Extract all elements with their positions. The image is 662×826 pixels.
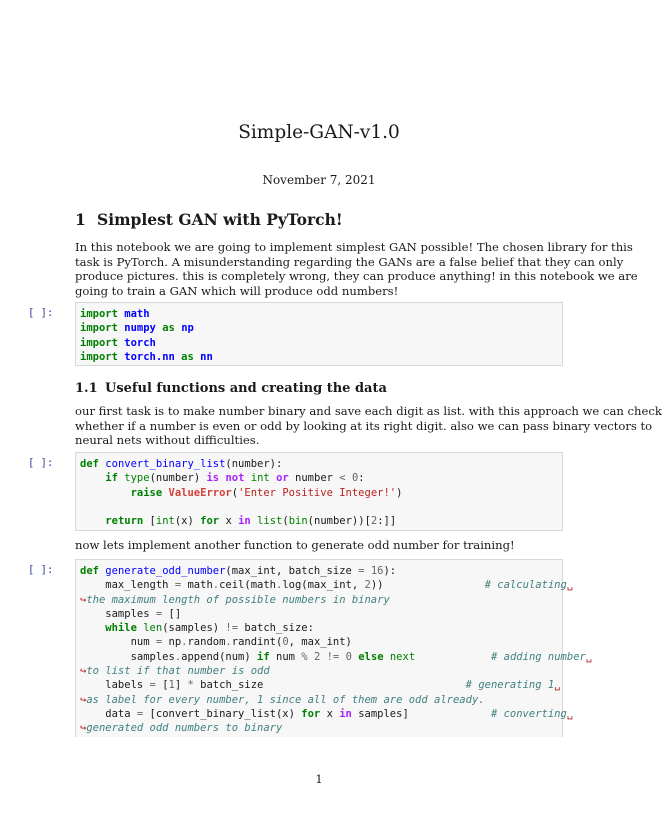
code-line: samples.append(num) if num % 2 != 0 else next # adding number␣ xyxy=(80,650,593,663)
code-line: ↪as label for every number, 1 since all of them are odd already. xyxy=(80,693,485,706)
code-cell-convert-binary[interactable] xyxy=(75,452,563,531)
code-line: num = np.random.randint(0, max_int) xyxy=(80,636,352,649)
code-line: max_length = math.ceil(math.log(max_int, 2)) # calculating␣ xyxy=(80,579,574,592)
paragraph-line: going to train a GAN which will produce odd numbers! xyxy=(75,283,399,298)
section-title: Simplest GAN with PyTorch! xyxy=(97,210,343,229)
code-line: import numpy as np xyxy=(80,322,194,335)
code-line: import math xyxy=(80,308,150,320)
code-block xyxy=(80,307,562,364)
code-block xyxy=(80,564,593,736)
code-line: ↪to list if that number is odd xyxy=(80,665,270,678)
code-line: if type(number) is not int or number < 0: xyxy=(105,472,365,485)
paragraph-line: now lets implement another function to generate odd number for training! xyxy=(75,538,515,552)
code-cell-imports[interactable] xyxy=(75,302,563,366)
paragraph xyxy=(75,538,565,553)
section-number: 1 xyxy=(75,210,86,229)
code-line: ↪generated odd numbers to binary xyxy=(80,722,283,735)
paragraph-line: In this notebook we are going to implement simplest GAN possible! The chosen library for this xyxy=(75,240,633,254)
subsection-title: Useful functions and creating the data xyxy=(105,381,387,396)
paragraph-line: neural nets without difficulties. xyxy=(75,433,260,448)
subsection-paragraph xyxy=(75,404,662,448)
document-date: November 7, 2021 xyxy=(262,173,376,187)
code-line: import torch xyxy=(80,336,156,349)
subsection-number: 1.1 xyxy=(75,381,98,396)
code-line: raise ValueError('Enter Positive Integer!') xyxy=(130,486,403,499)
code-line xyxy=(80,500,562,514)
code-cell-generate-odd[interactable] xyxy=(75,559,593,737)
cell-prompt: [ ]: xyxy=(28,564,54,576)
cell-prompt: [ ]: xyxy=(28,457,54,469)
subsection-heading xyxy=(75,381,387,396)
page-number: 1 xyxy=(315,772,323,786)
code-line: import torch.nn as nn xyxy=(80,350,213,363)
code-line: data = [convert_binary_list(x) for x in samples] # converting␣ xyxy=(80,707,574,720)
paragraph-line: task is PyTorch. A misunderstanding regarding the GANs are a false belief that they can only xyxy=(75,254,624,269)
code-line: while len(samples) != batch_size: xyxy=(105,622,314,635)
paragraph-line: our first task is to make number binary and save each digit as list. with this approach we can check xyxy=(75,404,662,418)
code-line: def convert_binary_list(number): xyxy=(80,458,283,470)
code-line: labels = [1] * batch_size # generating 1␣ xyxy=(80,679,561,692)
code-line: samples = [] xyxy=(80,607,182,620)
paragraph-line: whether if a number is even or odd by looking at its right digit. also we can pass binary vectors to xyxy=(75,418,653,433)
paragraph-line: produce pictures. this is completely wrong, they can produce anything! in this notebook we are xyxy=(75,269,638,284)
code-line: def generate_odd_number(max_int, batch_size = 16): xyxy=(80,565,397,577)
section-heading xyxy=(75,210,343,229)
cell-prompt: [ ]: xyxy=(28,307,54,319)
code-line: ↪the maximum length of possible numbers in binary xyxy=(80,593,390,606)
document-title: Simple-GAN-v1.0 xyxy=(238,122,400,143)
code-block xyxy=(80,457,562,528)
intro-paragraph xyxy=(75,240,638,298)
code-line: return [int(x) for x in list(bin(number))[2:]] xyxy=(105,515,397,528)
